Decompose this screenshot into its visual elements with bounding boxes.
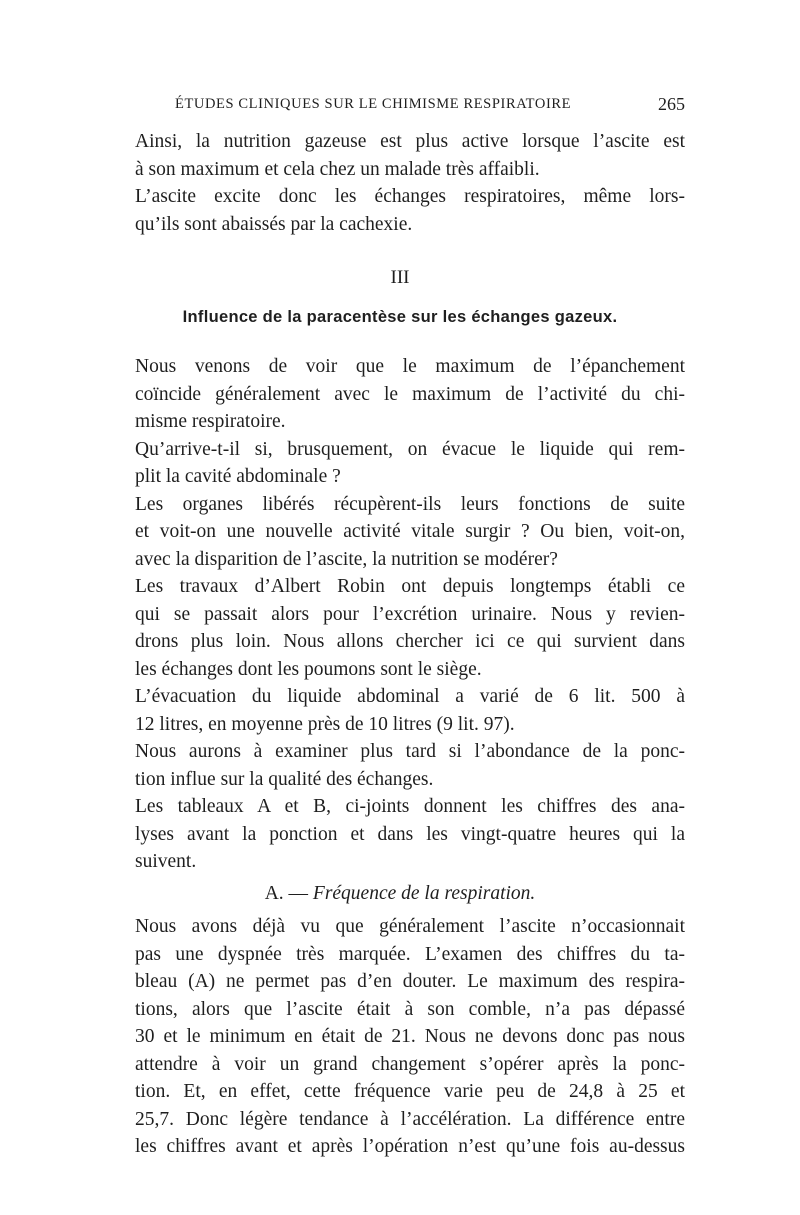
text-line: L’évacuation du liquide abdominal a varié de 6 lit. 500 à [135,686,685,707]
paragraph [115,436,685,491]
running-head: ÉTUDES CLINIQUES SUR LE CHIMISME RESPIRATOIRE [175,96,572,112]
text-line: 25,7. Donc légère tendance à l’accélération. La différence entre [135,1108,685,1130]
page-header [115,96,685,122]
text-line: attendre à voir un grand changement s’opérer après la ponc- [135,1053,685,1075]
text-line: suivent. [135,851,197,872]
subsection-heading [115,880,685,908]
text-line: misme respiratoire. [135,411,286,432]
paragraph [115,913,685,1161]
text-line: tion. Et, en effet, cette fréquence varie peu de 24,8 à 25 et [135,1081,685,1102]
text-line: avec la disparition de l’ascite, la nutrition se modérer? [135,548,558,570]
text-line: Les organes libérés récupèrent-ils leurs fonctions de suite [135,493,685,515]
text-line: Ainsi, la nutrition gazeuse est plus active lorsque l’ascite est [135,131,685,152]
paragraph [115,573,685,683]
text-line: L’ascite excite donc les échanges respiratoires, même lors- [135,186,685,207]
paragraph-intro-1 [115,128,685,183]
section-heading: Influence de la paracentèse sur les échanges gazeux. [182,307,618,326]
text-line: pas une dyspnée très marquée. L’examen des chiffres du ta- [135,943,685,965]
text-line: Les travaux d’Albert Robin ont depuis longtemps établi ce [135,576,685,597]
paragraph [115,683,685,738]
paragraph [115,353,685,436]
text-line: drons plus loin. Nous allons chercher ici ce qui survient dans [135,631,685,652]
subsection-title: Fréquence de la respiration. [312,882,536,904]
text-line: Les tableaux A et B, ci-joints donnent les chiffres des ana- [135,796,685,817]
section-numeral: III [390,267,410,288]
paragraph-intro-2 [115,183,685,238]
body-text [115,128,685,1161]
paragraph [115,491,685,574]
text-line: qui se passait alors pour l’excrétion urinaire. Nous y revien- [135,603,685,625]
text-line: Nous avons déjà vu que généralement l’ascite n’occasionnait [135,916,685,937]
subsection-letter: A. — [264,882,309,904]
text-line: Qu’arrive-t-il si, brusquement, on évacue le liquide qui rem- [135,438,685,460]
text-line: 30 et le minimum en était de 21. Nous ne devons donc pas nous [135,1026,685,1047]
paragraph [115,738,685,793]
text-line: Nous venons de voir que le maximum de l’épanchement [135,356,685,377]
text-line: les chiffres avant et après l’opération n’est qu’une fois au-dessus [135,1136,685,1157]
text-line: les échanges dont les poumons sont le siège. [135,658,482,680]
text-line: coïncide généralement avec le maximum de l’activité du chi- [135,383,685,405]
text-line: lyses avant la ponction et dans les vingt-quatre heures qui la [135,823,685,845]
text-line: Nous aurons à examiner plus tard si l’abondance de la ponc- [135,741,685,762]
text-line: qu’ils sont abaissés par la cachexie. [135,213,413,235]
text-line: à son maximum et cela chez un malade très affaibli. [135,158,540,180]
text-line: 12 litres, en moyenne près de 10 litres (9 lit. 97). [135,713,515,735]
text-line: tion influe sur la qualité des échanges. [135,768,434,790]
text-line: bleau (A) ne permet pas d’en douter. Le maximum des respira- [135,971,685,992]
text-line: tions, alors que l’ascite était à son comble, n’a pas dépassé [135,998,685,1020]
paragraph [115,793,685,876]
page-number: 265 [658,94,685,114]
text-line: plit la cavité abdominale ? [135,466,341,487]
text-line: et voit-on une nouvelle activité vitale surgir ? Ou bien, voit-on, [135,521,685,542]
